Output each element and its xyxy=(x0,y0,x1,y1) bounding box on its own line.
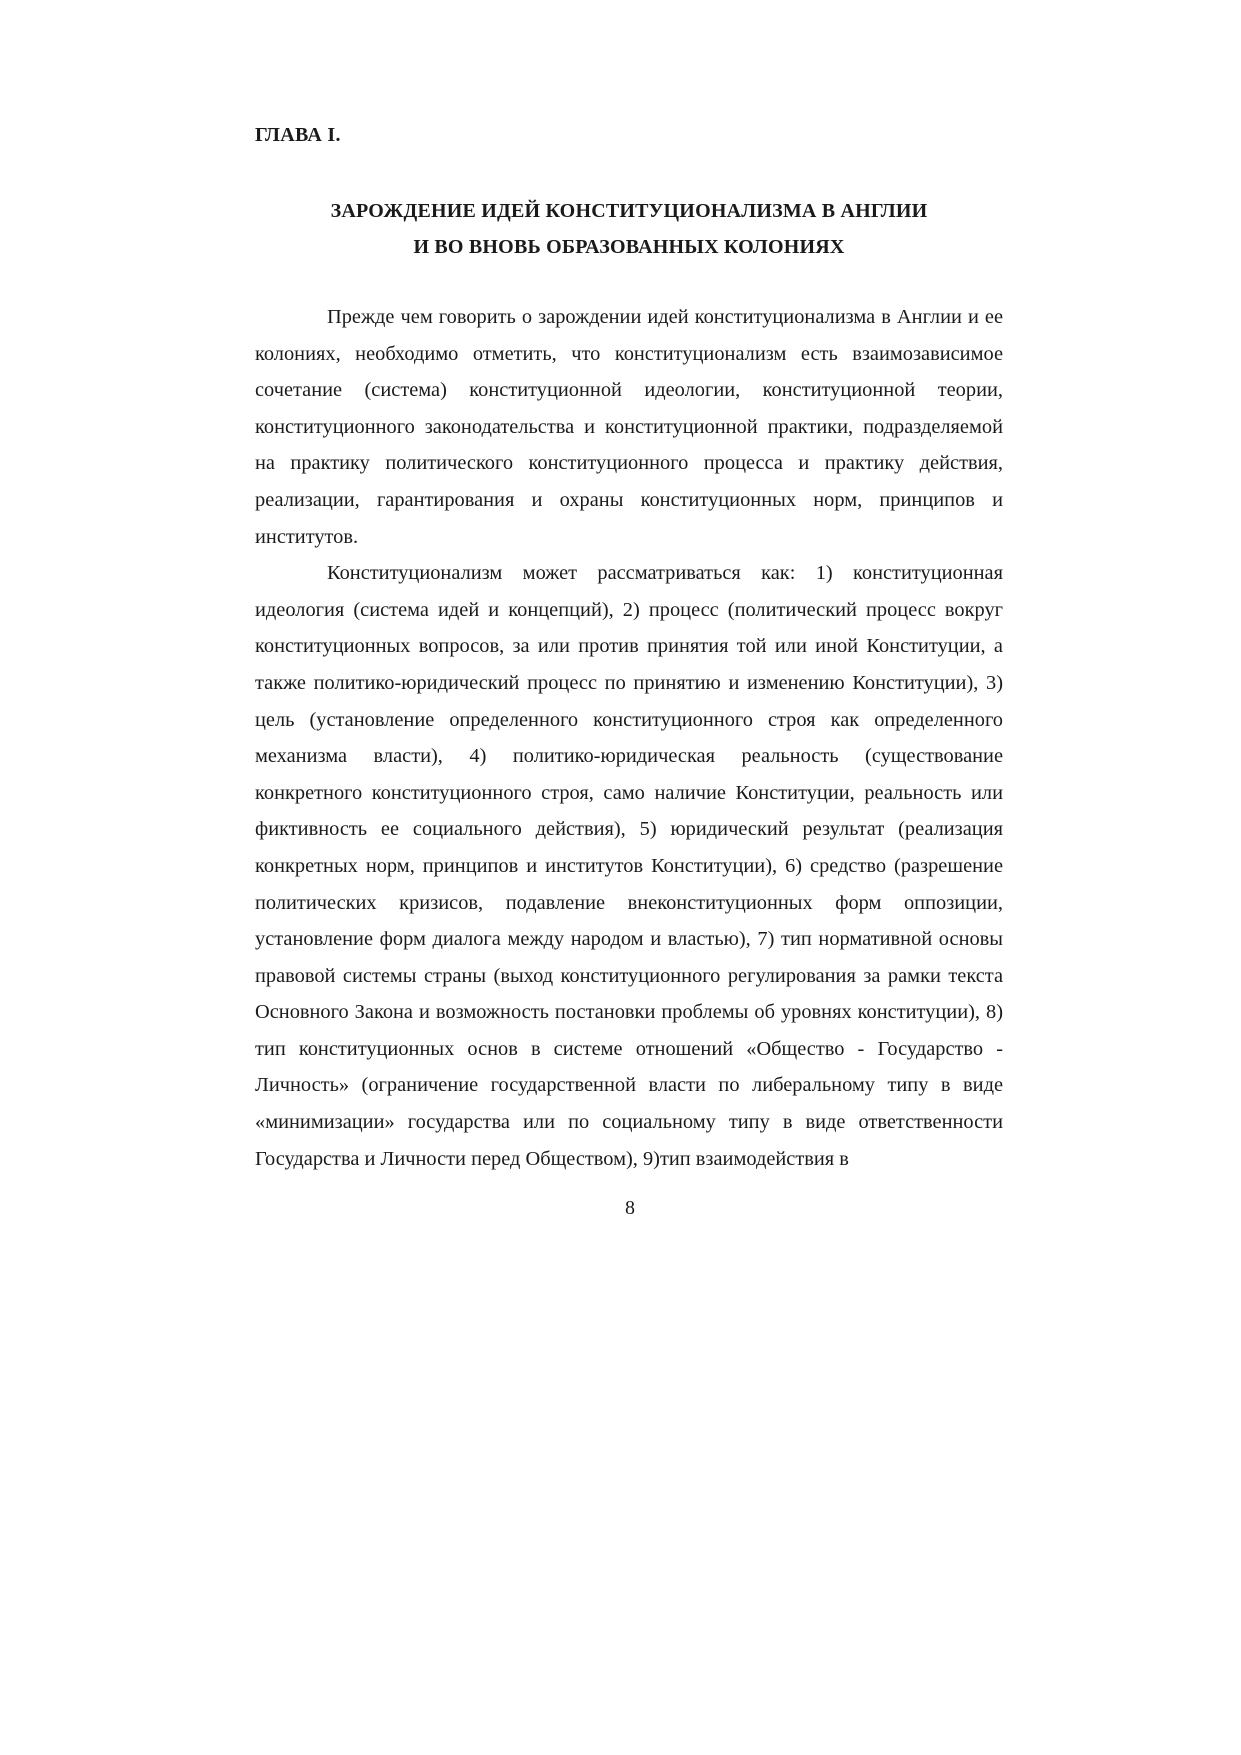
paragraph-2: Конституционализм может рассматриваться как: 1) конституционная идеология (система идей и концепций), 2) процесс (политический процесс вокруг конституционных вопросов, за или против принятия той или иной Конституции, а также политико-юридический процесс по принятию и изменению Конституции), 3) цель (установление определенного конституционного строя как определенного механизма власти), 4) политико-юридическая реальность (существование конкретного конституционного строя, само наличие Конституции, реальность или фиктивность ее социального действия), 5) юридический результат (реализация конкретных норм, принципов и институтов Конституции), 6) средство (разрешение политических кризисов, подавление внеконституционных форм оппозиции, установление форм диалога между народом и властью), 7) тип нормативной основы правовой системы страны (выход конституционного регулирования за рамки текста Основного Закона и возможность постановки проблемы об уровнях конституции), 8) тип конституционных основ в системе отношений «Общество - Государство - Личность» (ограничение государственной власти по либеральному типу в виде «минимизации» государства или по социальному типу в виде ответственности Государства и Личности перед Обществом), 9)тип взаимодействия в xyxy=(255,562,1003,1170)
body-text xyxy=(255,299,1003,1177)
chapter-title xyxy=(255,193,1003,265)
paragraph-1: Прежде чем говорить о зарождении идей конституционализма в Англии и ее колониях, необходимо отметить, что конституционализм есть взаимозависимое сочетание (система) конституционной идеологии, конституционной теории, конституционного законодательства и конституционной практики, подразделяемой на практику политического конституционного процесса и практику действия, реализации, гарантирования и охраны конституционных норм, принципов и институтов. xyxy=(255,306,1003,548)
chapter-title-line-2: И ВО ВНОВЬ ОБРАЗОВАННЫХ КОЛОНИЯХ xyxy=(413,236,845,258)
page-number: 8 xyxy=(625,1197,635,1219)
chapter-label: ГЛАВА I. xyxy=(255,124,341,146)
chapter-title-line-1: ЗАРОЖДЕНИЕ ИДЕЙ КОНСТИТУЦИОНАЛИЗМА В АНГЛИИ xyxy=(330,200,928,222)
